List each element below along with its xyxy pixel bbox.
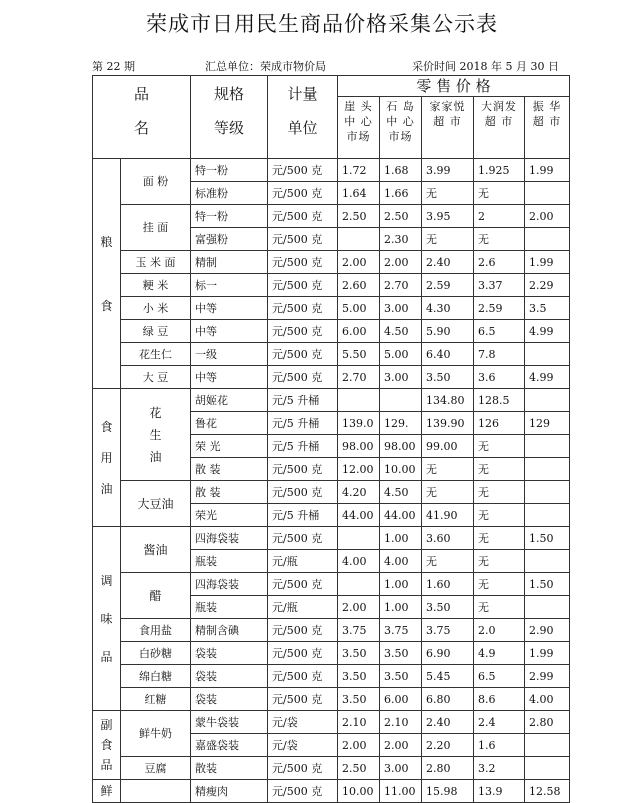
price-cell <box>525 504 570 527</box>
spec-grade: 特一粉 <box>191 205 268 228</box>
price-cell <box>525 481 570 504</box>
category-cell <box>93 527 121 711</box>
table-row <box>93 389 570 412</box>
measure-unit: 元/500 克 <box>268 182 338 205</box>
spec-grade: 散 装 <box>191 481 268 504</box>
price-cell: 无 <box>474 228 525 251</box>
spec-grade: 荣光 <box>191 504 268 527</box>
price-cell <box>525 757 570 780</box>
measure-unit: 元/瓶 <box>268 550 338 573</box>
price-cell: 139.90 <box>422 412 474 435</box>
product-name: 花生仁 <box>121 343 191 366</box>
price-cell: 2.00 <box>338 734 380 757</box>
measure-unit: 元/500 克 <box>268 780 338 803</box>
product-name: 小 米 <box>121 297 191 320</box>
store-header-2 <box>422 97 474 159</box>
price-cell: 10.00 <box>338 780 380 803</box>
price-cell: 3.50 <box>380 665 422 688</box>
spec-grade: 一级 <box>191 343 268 366</box>
measure-unit: 元/500 克 <box>268 228 338 251</box>
price-cell: 44.00 <box>338 504 380 527</box>
price-cell: 2.00 <box>338 596 380 619</box>
price-cell: 8.6 <box>474 688 525 711</box>
category-char: 用 <box>100 450 113 465</box>
header-product-1: 品 <box>133 85 149 103</box>
store-header-line: 家家悦 <box>429 100 466 113</box>
spec-grade: 蒙牛袋装 <box>191 711 268 734</box>
spec-grade: 特一粉 <box>191 159 268 182</box>
header-spec <box>191 76 268 159</box>
product-group-char: 醋 <box>149 588 162 603</box>
product-name: 挂 面 <box>121 205 191 251</box>
spec-grade: 散装 <box>191 757 268 780</box>
price-cell: 3.50 <box>380 642 422 665</box>
price-cell: 4.50 <box>380 320 422 343</box>
price-cell: 3.50 <box>422 366 474 389</box>
table-row <box>93 297 570 320</box>
table-row <box>93 527 570 550</box>
measure-unit: 元/500 克 <box>268 343 338 366</box>
price-cell: 11.00 <box>380 780 422 803</box>
price-cell: 4.99 <box>525 320 570 343</box>
price-cell: 5.90 <box>422 320 474 343</box>
table-row <box>93 573 570 596</box>
price-cell: 2.59 <box>422 274 474 297</box>
table-row <box>93 320 570 343</box>
price-cell: 无 <box>474 573 525 596</box>
price-cell: 3.99 <box>422 159 474 182</box>
price-cell: 2.50 <box>338 205 380 228</box>
price-cell: 1.00 <box>380 527 422 550</box>
price-cell: 1.68 <box>380 159 422 182</box>
price-cell: 3.50 <box>338 642 380 665</box>
spec-grade: 袋装 <box>191 665 268 688</box>
header-spec-1: 规格 <box>213 85 244 103</box>
price-cell <box>525 596 570 619</box>
price-cell: 134.80 <box>422 389 474 412</box>
price-cell: 1.99 <box>525 642 570 665</box>
price-cell: 2.00 <box>338 251 380 274</box>
price-cell: 无 <box>474 550 525 573</box>
price-cell: 2.0 <box>474 619 525 642</box>
price-cell: 5.00 <box>380 343 422 366</box>
price-cell: 2 <box>474 205 525 228</box>
price-cell: 99.00 <box>422 435 474 458</box>
price-cell: 2.29 <box>525 274 570 297</box>
price-cell: 3.50 <box>338 665 380 688</box>
price-cell: 3.95 <box>422 205 474 228</box>
price-cell: 1.99 <box>525 251 570 274</box>
category-cell <box>93 159 121 389</box>
measure-unit: 元/500 克 <box>268 688 338 711</box>
measure-unit: 元/500 克 <box>268 757 338 780</box>
price-cell: 128.5 <box>474 389 525 412</box>
price-cell: 3.50 <box>422 596 474 619</box>
price-cell: 4.00 <box>338 550 380 573</box>
spec-grade: 中等 <box>191 366 268 389</box>
category-char: 食 <box>100 738 113 752</box>
price-cell: 2.00 <box>525 205 570 228</box>
product-group <box>121 573 191 619</box>
price-cell: 3.75 <box>422 619 474 642</box>
price-cell: 1.00 <box>380 596 422 619</box>
measure-unit: 元/500 克 <box>268 297 338 320</box>
store-header-0 <box>338 97 380 159</box>
header-unit-2: 单位 <box>287 119 318 137</box>
price-cell: 2.70 <box>338 366 380 389</box>
category-cell <box>93 711 121 780</box>
price-cell <box>525 435 570 458</box>
table-row <box>93 366 570 389</box>
price-cell: 6.00 <box>380 688 422 711</box>
category-char: 品 <box>100 758 113 772</box>
store-header-line: 大润发 <box>481 100 517 113</box>
spec-grade: 标准粉 <box>191 182 268 205</box>
price-cell: 12.58 <box>525 780 570 803</box>
price-cell: 3.75 <box>380 619 422 642</box>
price-cell: 5.00 <box>338 297 380 320</box>
product-group-char: 酱油 <box>143 542 168 557</box>
price-cell: 5.45 <box>422 665 474 688</box>
store-header-line: 中 心 <box>386 115 415 128</box>
category-char: 味 <box>100 611 113 626</box>
table-row <box>93 711 570 734</box>
price-cell: 2.4 <box>474 711 525 734</box>
store-header-line: 超 市 <box>532 115 562 128</box>
spec-grade: 散 装 <box>191 458 268 481</box>
issue-number: 第 22 期 <box>92 60 135 73</box>
price-cell <box>525 550 570 573</box>
price-cell: 4.30 <box>422 297 474 320</box>
measure-unit: 元/500 克 <box>268 619 338 642</box>
product-name: 粳 米 <box>121 274 191 297</box>
category-char: 食 <box>100 298 113 313</box>
store-header-1 <box>380 97 422 159</box>
price-cell: 3.37 <box>474 274 525 297</box>
price-cell: 3.5 <box>525 297 570 320</box>
price-cell: 6.40 <box>422 343 474 366</box>
price-cell: 无 <box>422 481 474 504</box>
price-cell: 7.8 <box>474 343 525 366</box>
table-row <box>93 642 570 665</box>
price-cell: 2.59 <box>474 297 525 320</box>
measure-unit: 元/500 克 <box>268 320 338 343</box>
price-cell: 1.99 <box>525 159 570 182</box>
price-cell: 126 <box>474 412 525 435</box>
category-char: 品 <box>100 649 113 664</box>
price-cell: 2.60 <box>338 274 380 297</box>
spec-grade: 精制含碘 <box>191 619 268 642</box>
price-cell: 4.20 <box>338 481 380 504</box>
price-cell: 6.5 <box>474 320 525 343</box>
measure-unit: 元/5 升桶 <box>268 435 338 458</box>
measure-unit: 元/500 克 <box>268 573 338 596</box>
price-cell: 无 <box>474 182 525 205</box>
table-row <box>93 343 570 366</box>
table-row <box>93 159 570 182</box>
store-header-line: 超 市 <box>433 115 462 128</box>
table-row <box>93 251 570 274</box>
price-cell: 2.50 <box>338 757 380 780</box>
price-cell: 3.2 <box>474 757 525 780</box>
summary-unit: 汇总单位：荣成市物价局 <box>205 60 326 73</box>
measure-unit: 元/袋 <box>268 734 338 757</box>
measure-unit: 元/500 克 <box>268 159 338 182</box>
header-product <box>93 76 191 159</box>
price-cell: 1.60 <box>422 573 474 596</box>
price-cell: 2.70 <box>380 274 422 297</box>
price-cell <box>338 389 380 412</box>
measure-unit: 元/500 克 <box>268 642 338 665</box>
price-cell <box>525 734 570 757</box>
spec-grade: 鲁花 <box>191 412 268 435</box>
price-cell <box>525 182 570 205</box>
price-cell: 3.00 <box>380 757 422 780</box>
category-char: 副 <box>100 718 113 732</box>
spec-grade: 中等 <box>191 297 268 320</box>
product-name: 白砂糖 <box>121 642 191 665</box>
price-cell: 98.00 <box>338 435 380 458</box>
price-cell: 1.50 <box>525 573 570 596</box>
price-cell: 15.98 <box>422 780 474 803</box>
price-cell: 无 <box>422 458 474 481</box>
measure-unit: 元/500 克 <box>268 665 338 688</box>
price-cell <box>525 458 570 481</box>
spec-grade: 袋装 <box>191 688 268 711</box>
measure-unit: 元/500 克 <box>268 205 338 228</box>
product-name: 大 豆 <box>121 366 191 389</box>
price-cell: 2.30 <box>380 228 422 251</box>
price-cell: 129. <box>380 412 422 435</box>
header-retail-price: 零 售 价 格 <box>338 76 570 97</box>
price-cell: 无 <box>474 458 525 481</box>
spec-grade: 荣 光 <box>191 435 268 458</box>
table-row <box>93 205 570 228</box>
price-cell: 3.75 <box>338 619 380 642</box>
table-row <box>93 665 570 688</box>
price-cell <box>338 527 380 550</box>
price-cell: 139.0 <box>338 412 380 435</box>
price-cell: 2.00 <box>380 251 422 274</box>
price-cell: 无 <box>422 228 474 251</box>
product-name: 食用盐 <box>121 619 191 642</box>
price-cell: 98.00 <box>380 435 422 458</box>
measure-unit: 元/5 升桶 <box>268 412 338 435</box>
product-name: 绵白糖 <box>121 665 191 688</box>
price-cell: 2.00 <box>380 734 422 757</box>
store-header-3 <box>474 97 525 159</box>
price-cell: 41.90 <box>422 504 474 527</box>
measure-unit: 元/瓶 <box>268 596 338 619</box>
table-row <box>93 757 570 780</box>
store-header-line: 超 市 <box>484 115 514 128</box>
price-cell: 3.50 <box>338 688 380 711</box>
measure-unit: 元/5 升桶 <box>268 389 338 412</box>
price-cell: 3.00 <box>380 297 422 320</box>
price-cell: 2.40 <box>422 711 474 734</box>
store-header-line: 市场 <box>388 130 413 143</box>
price-cell: 2.90 <box>525 619 570 642</box>
product-name: 面 粉 <box>121 159 191 205</box>
price-cell: 无 <box>474 504 525 527</box>
product-name: 绿 豆 <box>121 320 191 343</box>
price-cell: 3.6 <box>474 366 525 389</box>
header-product-2: 名 <box>133 119 149 137</box>
price-cell: 6.5 <box>474 665 525 688</box>
spec-grade: 嘉盛袋装 <box>191 734 268 757</box>
spec-grade: 精制 <box>191 251 268 274</box>
price-cell <box>525 389 570 412</box>
price-table <box>92 75 570 803</box>
price-cell: 1.64 <box>338 182 380 205</box>
product-name: 豆腐 <box>121 757 191 780</box>
price-cell: 6.00 <box>338 320 380 343</box>
price-cell: 2.80 <box>525 711 570 734</box>
price-cell: 3.00 <box>380 366 422 389</box>
product-group-char: 生 <box>149 427 162 442</box>
store-header-4 <box>525 97 570 159</box>
price-cell <box>525 228 570 251</box>
measure-unit: 元/500 克 <box>268 481 338 504</box>
price-cell: 3.60 <box>422 527 474 550</box>
product-name: 红糖 <box>121 688 191 711</box>
measure-unit: 元/500 克 <box>268 527 338 550</box>
spec-grade: 精瘦肉 <box>191 780 268 803</box>
price-cell: 无 <box>474 527 525 550</box>
price-cell: 无 <box>474 481 525 504</box>
header-unit-1: 计量 <box>287 85 318 103</box>
table-row <box>93 274 570 297</box>
store-header-line: 中 心 <box>344 115 373 128</box>
spec-grade: 瓶装 <box>191 596 268 619</box>
table-row <box>93 688 570 711</box>
price-cell: 2.10 <box>338 711 380 734</box>
product-group <box>121 481 191 527</box>
price-cell: 2.10 <box>380 711 422 734</box>
measure-unit: 元/袋 <box>268 711 338 734</box>
price-cell: 6.90 <box>422 642 474 665</box>
spec-grade: 四海袋装 <box>191 573 268 596</box>
price-cell: 无 <box>422 182 474 205</box>
table-row <box>93 619 570 642</box>
spec-grade: 胡姬花 <box>191 389 268 412</box>
price-cell: 1.00 <box>380 573 422 596</box>
spec-grade: 中等 <box>191 320 268 343</box>
price-cell: 13.9 <box>474 780 525 803</box>
price-cell: 44.00 <box>380 504 422 527</box>
price-cell: 2.6 <box>474 251 525 274</box>
measure-unit: 元/5 升桶 <box>268 504 338 527</box>
table-row <box>93 481 570 504</box>
price-cell: 1.50 <box>525 527 570 550</box>
price-cell: 4.99 <box>525 366 570 389</box>
category-char: 食 <box>100 419 113 434</box>
price-cell: 12.00 <box>338 458 380 481</box>
spec-grade: 瓶装 <box>191 550 268 573</box>
measure-unit: 元/500 克 <box>268 458 338 481</box>
price-cell <box>338 573 380 596</box>
category-cell <box>93 389 121 527</box>
spec-grade: 袋装 <box>191 642 268 665</box>
price-cell: 1.72 <box>338 159 380 182</box>
store-header-line: 市场 <box>346 130 371 143</box>
measure-unit: 元/500 克 <box>268 251 338 274</box>
store-header-line: 崖 头 <box>344 100 373 113</box>
spec-grade: 富强粉 <box>191 228 268 251</box>
price-cell: 4.00 <box>380 550 422 573</box>
price-cell: 无 <box>474 596 525 619</box>
category-char: 鲜 <box>100 784 113 798</box>
price-cell: 129 <box>525 412 570 435</box>
price-cell: 2.80 <box>422 757 474 780</box>
price-cell: 2.99 <box>525 665 570 688</box>
price-cell <box>525 343 570 366</box>
product-group-char: 大豆油 <box>137 496 174 511</box>
measure-unit: 元/500 克 <box>268 274 338 297</box>
price-cell: 1.66 <box>380 182 422 205</box>
product-group-char: 油 <box>149 449 162 464</box>
product-group <box>121 527 191 573</box>
price-cell <box>380 389 422 412</box>
header-spec-2: 等级 <box>213 119 244 137</box>
product-name: 玉 米 面 <box>121 251 191 274</box>
page-title: 荣成市日用民生商品价格采集公示表 <box>146 12 498 36</box>
price-cell: 无 <box>474 435 525 458</box>
price-cell: 5.50 <box>338 343 380 366</box>
price-cell: 6.80 <box>422 688 474 711</box>
price-cell: 4.00 <box>525 688 570 711</box>
category-char: 油 <box>100 481 113 496</box>
price-cell: 1.6 <box>474 734 525 757</box>
price-cell: 4.50 <box>380 481 422 504</box>
price-cell: 2.20 <box>422 734 474 757</box>
product-group-char: 花 <box>149 405 162 420</box>
price-cell <box>338 228 380 251</box>
measure-unit: 元/500 克 <box>268 366 338 389</box>
category-char: 粮 <box>100 234 113 249</box>
price-cell: 10.00 <box>380 458 422 481</box>
price-cell: 1.925 <box>474 159 525 182</box>
collection-date: 采价时间 2018 年 5 月 30 日 <box>412 60 559 73</box>
product-name: 鲜牛奶 <box>121 711 191 757</box>
store-header-line: 振 华 <box>532 100 562 113</box>
price-cell: 2.40 <box>422 251 474 274</box>
category-char: 调 <box>100 573 113 588</box>
price-cell: 无 <box>422 550 474 573</box>
spec-grade: 标一 <box>191 274 268 297</box>
product-group <box>121 389 191 481</box>
price-cell: 4.9 <box>474 642 525 665</box>
spec-grade: 四海袋装 <box>191 527 268 550</box>
store-header-line: 石 岛 <box>386 100 415 113</box>
header-unit <box>268 76 338 159</box>
price-cell: 2.50 <box>380 205 422 228</box>
